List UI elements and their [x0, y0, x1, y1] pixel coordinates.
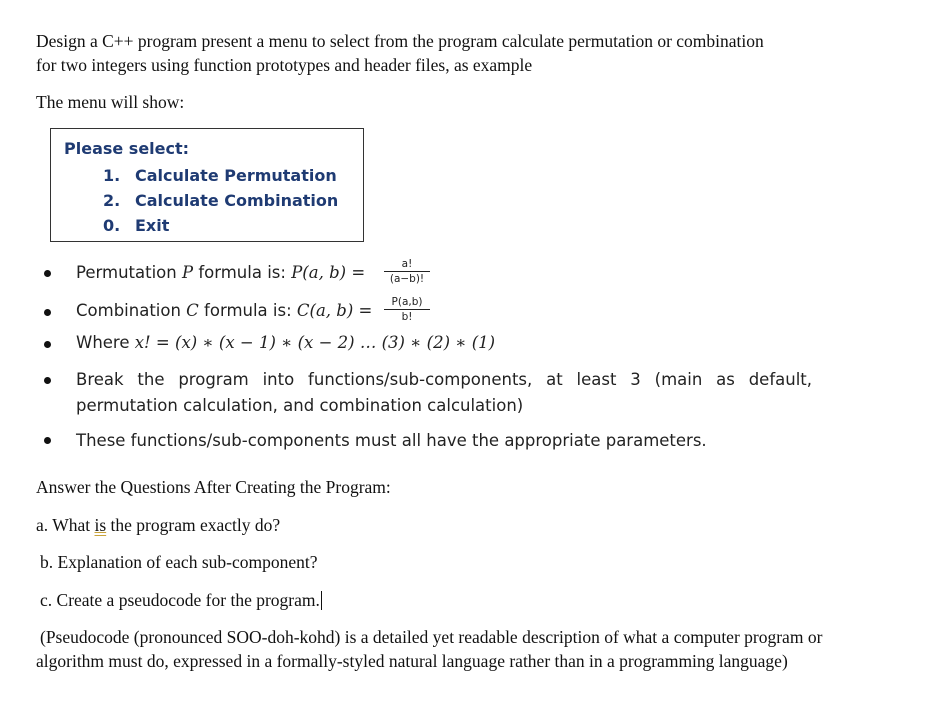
factorial-formula: x! = (x) ∗ (x − 1) ∗ (x − 2) … (3) ∗ (2) ∗ (1) [134, 333, 496, 352]
bullet-dot [44, 437, 51, 444]
permutation-formula-line [76, 263, 365, 282]
question-c [40, 588, 322, 612]
factorial-formula-line [76, 333, 495, 352]
bullet-dot [44, 309, 51, 316]
pseudocode-note: (Pseudocode (pronounced SOO-doh-kohd) is a detailed yet readable description of what a computer program or algorithm must do, expressed in a formally-styled natural language rather than in a programming language) [36, 627, 823, 671]
question-c-text: c. Create a pseudocode for the program. [40, 590, 320, 610]
break-program-text: Break the program into functions/sub-components, at least 3 (main as default, permutation calculation, and combination calculation) [76, 370, 812, 415]
question-a-prefix: a. What [36, 515, 95, 535]
fraction-bar [384, 271, 430, 272]
bullet-dot [44, 377, 51, 384]
parameters-text: These functions/sub-components must all have the appropriate parameters. [76, 431, 707, 450]
permutation-var: P [181, 263, 194, 282]
menu-item-label: Calculate Combination [135, 191, 339, 210]
permutation-fraction [384, 258, 430, 285]
fraction-numerator: P(a,b) [391, 296, 423, 308]
question-b: b. Explanation of each sub-component? [40, 552, 318, 572]
combination-label: Combination [76, 301, 187, 320]
question-a-suffix: the program exactly do? [106, 515, 281, 535]
fraction-bar [384, 309, 430, 310]
intro-line-1: Design a C++ program present a menu to select from the program calculate permutation or combination [36, 31, 764, 51]
intro-line-2: for two integers using function prototypes and header files, as example [36, 55, 533, 75]
menu-item-number: 0. [103, 216, 121, 235]
permutation-label: Permutation [76, 263, 182, 282]
menu-show-label: The menu will show: [36, 92, 185, 112]
combination-formula: C(a, b) = [296, 301, 373, 320]
menu-title: Please select: [64, 139, 190, 158]
menu-item-label: Calculate Permutation [135, 166, 337, 185]
fraction-denominator: (a−b)! [389, 273, 425, 285]
where-label: Where [76, 333, 135, 352]
question-a-is: is [94, 515, 107, 535]
formula-is-label: formula is: [193, 263, 292, 282]
questions-heading: Answer the Questions After Creating the Program: [36, 477, 391, 497]
menu-example-box [50, 128, 364, 242]
menu-item-exit [103, 216, 169, 235]
combination-var: C [186, 301, 199, 320]
menu-item-combination [103, 191, 338, 210]
menu-item-number: 2. [103, 191, 121, 210]
bullet-dot [44, 270, 51, 277]
permutation-formula: P(a, b) = [291, 263, 366, 282]
combination-fraction [384, 296, 430, 323]
fraction-denominator: b! [401, 311, 413, 323]
bullet-dot [44, 341, 51, 348]
menu-item-permutation [103, 166, 337, 185]
menu-item-number: 1. [103, 166, 121, 185]
question-a [36, 513, 280, 537]
fraction-numerator: a! [401, 258, 413, 270]
text-cursor [321, 591, 322, 610]
combination-formula-line [76, 301, 372, 320]
menu-item-label: Exit [135, 216, 170, 235]
formula-is-label: formula is: [198, 301, 297, 320]
